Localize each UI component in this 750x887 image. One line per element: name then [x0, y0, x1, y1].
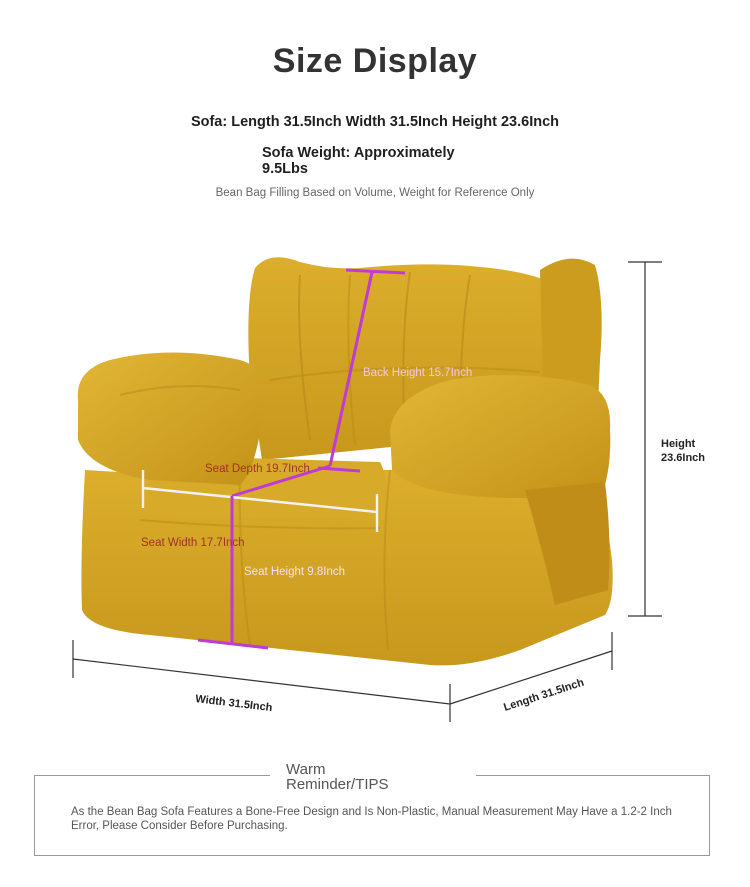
- sofa-shape: [78, 257, 613, 665]
- height-label-line-1: Height: [661, 438, 696, 450]
- seat-depth-label: Seat Depth 19.7Inch: [205, 463, 310, 475]
- sofa-weight-line-2: 9.5Lbs: [262, 161, 308, 177]
- seat-width-label: Seat Width 17.7Inch: [141, 537, 245, 549]
- tips-title: [286, 762, 389, 792]
- filling-note: Bean Bag Filling Based on Volume, Weight for Reference Only: [215, 187, 535, 199]
- tips-text: As the Bean Bag Sofa Features a Bone-Free Design and Is Non-Plastic, Manual Measurement May Have a 1.2-2 Inch Error, Please Consider Before Purchasing.: [71, 806, 672, 832]
- page-title: Size Display: [272, 42, 478, 80]
- seat-height-label: Seat Height 9.8Inch: [244, 566, 346, 578]
- height-label-line-2: 23.6Inch: [661, 452, 706, 464]
- sofa-dimensions: Sofa: Length 31.5Inch Width 31.5Inch Height 23.6Inch: [190, 114, 560, 130]
- back-height-label: Back Height 15.7Inch: [363, 367, 473, 379]
- sofa-weight-line-1: Sofa Weight: Approximately: [262, 145, 455, 161]
- tips-title-line-1: Warm: [286, 761, 326, 778]
- tips-title-line-2: Reminder/TIPS: [286, 776, 389, 793]
- length-label: Length 31.5Inch: [502, 676, 586, 714]
- width-label: Width 31.5Inch: [194, 693, 274, 715]
- height-bracket: [628, 262, 662, 616]
